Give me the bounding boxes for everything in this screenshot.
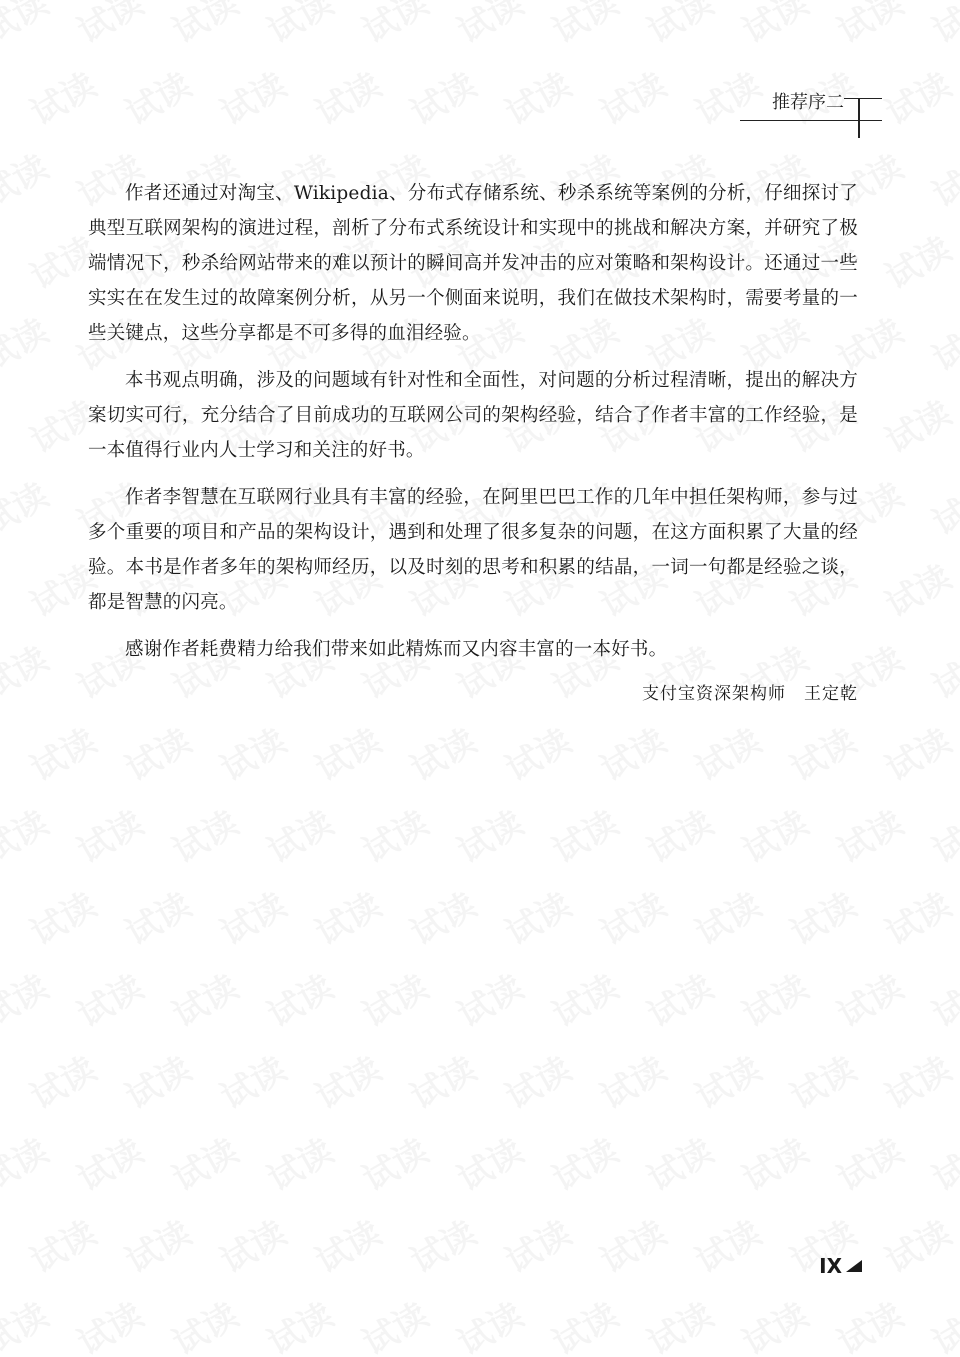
watermark-text <box>827 1288 910 1357</box>
header-rule-top <box>844 98 882 99</box>
watermark-text <box>875 1206 958 1282</box>
watermark-text <box>780 714 863 790</box>
watermark-text <box>732 1124 815 1200</box>
watermark-text <box>257 1124 340 1200</box>
watermark-text <box>0 468 56 544</box>
watermark-text <box>922 1124 960 1200</box>
watermark-text <box>305 1206 388 1282</box>
watermark-text <box>637 1124 720 1200</box>
page-footer <box>819 1254 862 1278</box>
watermark-text <box>495 1206 578 1282</box>
signature: 支付宝资深架构师 王定乾 <box>642 684 858 704</box>
watermark-text <box>305 714 388 790</box>
watermark-text <box>827 1124 910 1200</box>
watermark-text <box>732 960 815 1036</box>
watermark-text <box>305 878 388 954</box>
watermark-text <box>875 550 958 626</box>
watermark-text <box>67 796 150 872</box>
watermark-text <box>827 960 910 1036</box>
watermark-text <box>732 796 815 872</box>
watermark-text <box>875 714 958 790</box>
watermark-text <box>67 0 150 53</box>
watermark-text <box>257 796 340 872</box>
watermark-text <box>875 1042 958 1118</box>
watermark-text <box>922 1288 960 1357</box>
watermark-text <box>400 878 483 954</box>
watermark-text <box>67 1124 150 1200</box>
watermark-text <box>115 714 198 790</box>
watermark-text <box>20 714 103 790</box>
watermark-text <box>305 1042 388 1118</box>
watermark-text <box>827 796 910 872</box>
watermark-text <box>922 468 960 544</box>
watermark-text <box>685 878 768 954</box>
watermark-text <box>590 878 673 954</box>
watermark-text <box>20 1042 103 1118</box>
watermark-text <box>447 960 530 1036</box>
header-rule-vertical <box>858 98 860 138</box>
watermark-text <box>210 1206 293 1282</box>
watermark-text <box>352 796 435 872</box>
watermark-text <box>447 1124 530 1200</box>
body-text <box>88 176 858 704</box>
watermark-text <box>0 304 56 380</box>
watermark-text <box>67 960 150 1036</box>
watermark-text <box>352 0 435 53</box>
watermark-text <box>162 1288 245 1357</box>
watermark-text <box>922 304 960 380</box>
watermark-text <box>875 386 958 462</box>
section-title: 推荐序二 <box>772 92 844 113</box>
watermark-text <box>542 1288 625 1357</box>
watermark-text <box>115 1042 198 1118</box>
watermark-text <box>542 796 625 872</box>
watermark-text <box>0 796 56 872</box>
watermark-text <box>447 0 530 53</box>
watermark-text <box>590 1042 673 1118</box>
watermark-text <box>685 714 768 790</box>
watermark-text <box>590 1206 673 1282</box>
paragraph-3: 作者李智慧在互联网行业具有丰富的经验，在阿里巴巴工作的几年中担任架构师，参与过多个重要的项目和产品的架构设计，遇到和处理了很多复杂的问题，在这方面积累了大量的经验。本书是作者多年的架构师经历，以及时刻的思考和积累的结晶，一词一句都是经验之谈，都是智慧的闪亮。 <box>88 487 858 613</box>
watermark-text <box>447 796 530 872</box>
watermark-text <box>685 1206 768 1282</box>
watermark-text <box>0 1124 56 1200</box>
watermark-text <box>210 878 293 954</box>
watermark-text <box>257 960 340 1036</box>
paragraph-4: 感谢作者耗费精力给我们带来如此精炼而又内容丰富的一本好书。 <box>125 639 668 660</box>
corner-triangle-icon <box>846 1260 862 1272</box>
watermark-text <box>20 878 103 954</box>
watermark-text <box>542 0 625 53</box>
watermark-text <box>637 960 720 1036</box>
watermark-text <box>400 1206 483 1282</box>
watermark-text <box>495 1042 578 1118</box>
paragraph-2: 本书观点明确，涉及的问题域有针对性和全面性，对问题的分析过程清晰，提出的解决方案切实可行，充分结合了目前成功的互联网公司的架构经验，结合了作者丰富的工作经验，是一本值得行业内人士学习和关注的好书。 <box>88 370 858 461</box>
watermark-text <box>305 58 388 134</box>
watermark-text <box>922 960 960 1036</box>
watermark-text <box>0 1288 56 1357</box>
watermark-text <box>495 878 578 954</box>
watermark-text <box>162 796 245 872</box>
watermark-text <box>20 58 103 134</box>
watermark-text <box>495 714 578 790</box>
watermark-text <box>400 1042 483 1118</box>
watermark-text <box>210 714 293 790</box>
watermark-text <box>542 1124 625 1200</box>
watermark-text <box>210 58 293 134</box>
watermark-text <box>0 0 56 53</box>
watermark-text <box>115 878 198 954</box>
paragraph-1: 作者还通过对淘宝、Wikipedia、分布式存储系统、秒杀系统等案例的分析，仔细探讨了典型互联网架构的演进过程，剖析了分布式系统设计和实现中的挑战和解决方案，并研究了极端情况下，秒杀给网站带来的难以预计的瞬间高并发冲击的应对策略和架构设计。还通过一些实实在在发生过的故障案例分析，从另一个侧面来说明，我们在做技术架构时，需要考量的一些关键点，这些分享都是不可多得的血泪经验。 <box>88 183 858 344</box>
watermark-text <box>780 878 863 954</box>
watermark-text <box>590 58 673 134</box>
watermark-text <box>20 1206 103 1282</box>
watermark-text <box>637 1288 720 1357</box>
watermark-text <box>162 960 245 1036</box>
watermark-text <box>0 140 56 216</box>
watermark-text <box>542 960 625 1036</box>
header-rule-bottom <box>740 120 882 121</box>
watermark-text <box>827 0 910 53</box>
watermark-text <box>875 878 958 954</box>
watermark-text <box>162 0 245 53</box>
watermark-text <box>685 1042 768 1118</box>
watermark-text <box>257 1288 340 1357</box>
watermark-text <box>875 222 958 298</box>
watermark-text <box>922 140 960 216</box>
watermark-text <box>637 796 720 872</box>
watermark-text <box>495 58 578 134</box>
watermark-text <box>780 1042 863 1118</box>
watermark-text <box>732 1288 815 1357</box>
watermark-text <box>162 1124 245 1200</box>
watermark-text <box>115 1206 198 1282</box>
watermark-text <box>685 58 768 134</box>
watermark-text <box>637 0 720 53</box>
watermark-text <box>922 632 960 708</box>
watermark-text <box>257 0 340 53</box>
watermark-text <box>67 1288 150 1357</box>
watermark-text <box>922 796 960 872</box>
watermark-text <box>210 1042 293 1118</box>
watermark-text <box>447 1288 530 1357</box>
watermark-text <box>590 714 673 790</box>
watermark-text <box>400 58 483 134</box>
watermark-text <box>352 1288 435 1357</box>
watermark-text <box>352 960 435 1036</box>
watermark-text <box>922 0 960 53</box>
watermark-text <box>0 960 56 1036</box>
watermark-text <box>875 58 958 134</box>
watermark-text <box>732 0 815 53</box>
watermark-text <box>352 1124 435 1200</box>
page-number: IX <box>819 1254 842 1278</box>
watermark-text <box>0 632 56 708</box>
watermark-text <box>115 58 198 134</box>
watermark-text <box>400 714 483 790</box>
